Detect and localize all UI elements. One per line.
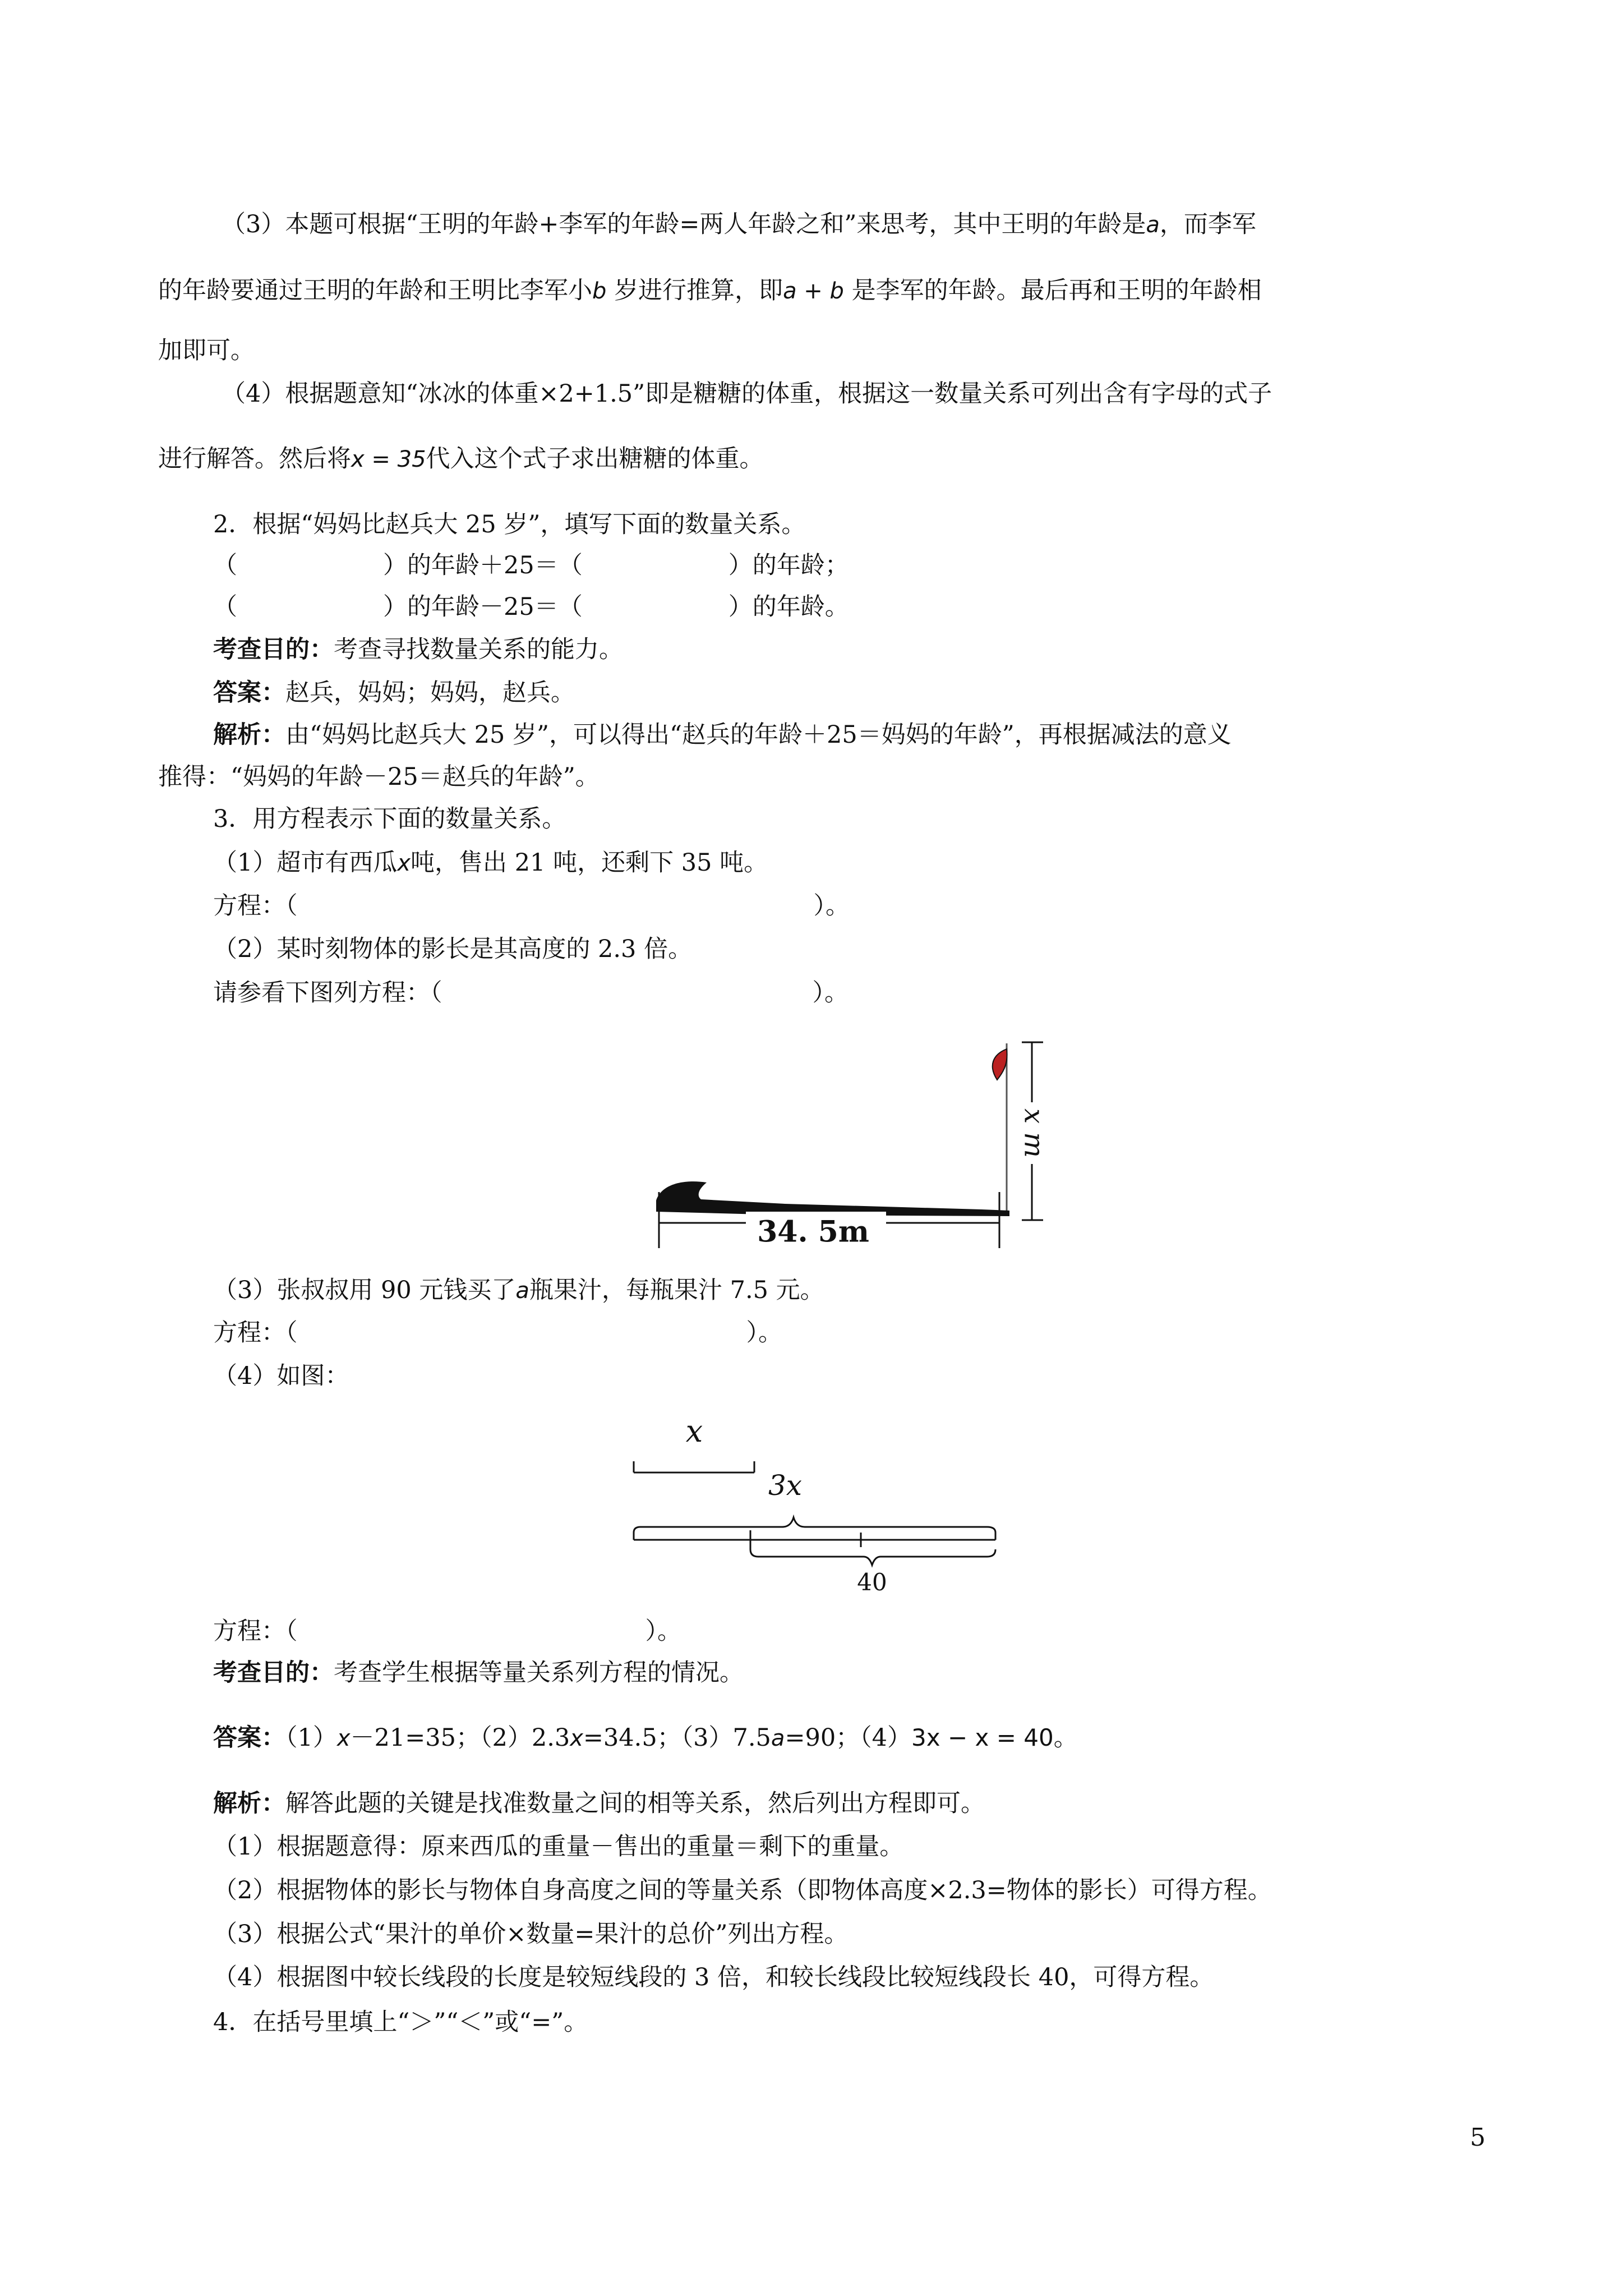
question-2-analysis-line-2: 推得：“妈妈的年龄－25＝赵兵的年龄”。 [158,763,600,791]
explain-4-line-2: 进行解答。然后将x = 35代入这个式子求出糖糖的体重。 [158,445,764,473]
question-3-equation-4: 方程：（ ）。 [213,1617,681,1645]
long-segment-label: 3x [768,1469,803,1502]
question-3-analysis: 解析：解答此题的关键是找准数量之间的相等关系，然后列出方程即可。 [213,1789,985,1818]
length-label: 34. 5m [757,1214,869,1249]
variable-b: b [592,278,607,304]
answer-4-expression: 3x − x = 40 [911,1724,1054,1751]
question-2-row-1: （ ）的年龄＋25＝（ ）的年龄； [213,551,849,579]
question-3-part-2: （2）某时刻物体的影长是其高度的 2.3 倍。 [213,935,693,963]
question-3-title: 3．用方程表示下面的数量关系。 [213,805,566,833]
question-3-part-1: （1）超市有西瓜x吨，售出 21 吨，还剩下 35 吨。 [213,849,768,877]
question-2-row-2: （ ）的年龄－25＝（ ）的年龄。 [213,593,849,621]
question-3-purpose: 考查目的：考查学生根据等量关系列方程的情况。 [213,1659,744,1687]
page-number: 5 [1470,2123,1486,2152]
question-2-answer: 答案：赵兵，妈妈；妈妈，赵兵。 [213,679,575,707]
question-2-title: 2．根据“妈妈比赵兵大 25 岁”，填写下面的数量关系。 [213,510,806,539]
variable-x: x [397,850,411,876]
segment-figure [623,1402,1009,1604]
explain-3-line-1: （3）本题可根据“王明的年龄+李军的年龄=两人年龄之和”来思考，其中王明的年龄是a，而李军 [222,210,1256,238]
shadow-height-figure [645,1032,1066,1262]
short-segment-label: x [685,1414,703,1449]
question-3-answer: 答案：（1）x－21=35；（2）2.3x=34.5；（3）7.5a=90；（4）3x − x = 40。 [213,1724,1078,1752]
explain-3-line-2: 的年龄要通过王明的年龄和王明比李军小b 岁进行推算，即a + b 是李军的年龄。最后再和王明的年龄相 [158,277,1262,305]
explain-4-line-1: （4）根据题意知“冰冰的体重×2+1.5”即是糖糖的体重，根据这一数量关系可列出含有字母的式子 [222,380,1272,408]
height-label: x m [1018,1108,1050,1158]
question-3-analysis-4: （4）根据图中较长线段的长度是较短线段的 3 倍，和较长线段比较短线段长 40，可得方程。 [213,1963,1214,1991]
question-3-part-4: （4）如图： [213,1362,349,1390]
variable-a: a [1146,212,1160,238]
question-4-title: 4．在括号里填上“＞”“＜”或“=”。 [213,2008,588,2036]
variable-a-2: a [515,1278,529,1304]
expression-x-equals-35: x = 35 [351,447,426,472]
expression-a-plus-b: a + b [783,278,844,304]
question-3-equation-3: 方程：（ ）。 [213,1319,782,1347]
explain-3-line-3: 加即可。 [158,337,255,365]
question-3-analysis-2: （2）根据物体的影长与物体自身高度之间的等量关系（即物体高度×2.3=物体的影长）可得方程。 [213,1876,1272,1904]
question-3-equation-2: 请参看下图列方程：（ ）。 [213,979,849,1007]
question-2-purpose: 考查目的：考查寻找数量关系的能力。 [213,636,623,664]
question-3-equation-1: 方程：（ ）。 [213,892,850,920]
question-3-part-3: （3）张叔叔用 90 元钱买了a瓶果汁，每瓶果汁 7.5 元。 [213,1276,824,1304]
question-3-analysis-1: （1）根据题意得：原来西瓜的重量－售出的重量＝剩下的重量。 [213,1833,904,1861]
difference-label: 40 [857,1568,887,1596]
question-2-analysis-line-1: 解析：由“妈妈比赵兵大 25 岁”，可以得出“赵兵的年龄＋25＝妈妈的年龄”，再根据减法的意义 [213,721,1232,749]
question-3-analysis-3: （3）根据公式“果汁的单价×数量=果汁的总价”列出方程。 [213,1920,849,1948]
